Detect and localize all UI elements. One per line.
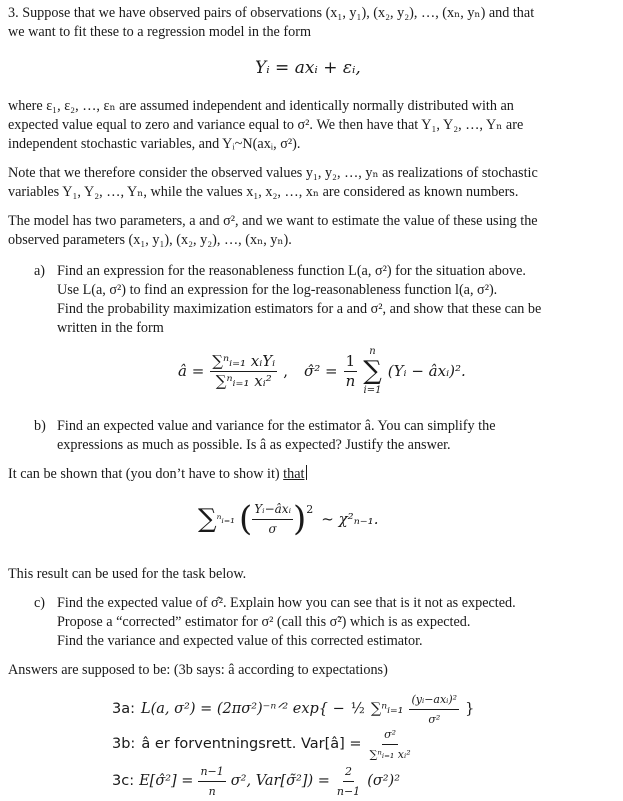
estimator-equations	[178, 345, 466, 397]
part-b-line-2: expressions as much as possible. Is â as expected? Justify the answer.	[57, 437, 451, 453]
a-hat-numerator: ∑ⁿᵢ₌₁ xᵢYᵢ	[212, 351, 276, 370]
sum-lower-limit: i=1	[363, 385, 382, 396]
answer-3a-head: L(a, σ²) = (2πσ²)⁻ⁿᐟ² exp{ −	[141, 701, 345, 717]
answer-3a-fraction-numerator: (yᵢ−axᵢ)²	[409, 690, 459, 710]
answer-3c-fraction-1-denominator: n	[208, 785, 216, 798]
answer-3c-fraction-2-numerator: 2	[343, 762, 354, 782]
problem-intro-line-2: we want to fit these to a regression model in the form	[8, 24, 311, 40]
sum-upper-limit: n	[369, 346, 376, 357]
part-a-label: a)	[34, 263, 46, 279]
answer-3a	[112, 690, 474, 729]
where-line-1: where ε₁, ε₂, …, εₙ are assumed independent and identically normally distributed with an	[8, 98, 514, 114]
estimator-equation-text	[0, 0, 1, 1]
where-line-2: expected value equal to zero and variance equal to σ². We then have that Y₁, Y₂, …, Yₙ are	[8, 117, 524, 133]
sigma-sum	[363, 345, 382, 397]
answer-3b-text: â er forventningsrett. Var[â] =	[141, 736, 362, 752]
model-equation: Yᵢ = axᵢ + εᵢ,	[255, 58, 361, 78]
part-b-label: b)	[34, 418, 46, 434]
part-c-line-1: Find the expected value of σ̂². Explain how you can see that is it not as expected.	[57, 595, 516, 611]
equation-comma: ,	[283, 361, 288, 380]
answer-3a-fraction	[409, 690, 459, 729]
chi-square-formula	[198, 500, 378, 539]
part-a-line-1: Find an expression for the reasonableness function L(a, σ²) for the situation above.	[57, 263, 526, 279]
answer-3b-label: 3b:	[112, 736, 136, 752]
shown-prefix: It can be shown that (you don’t have to show it)	[8, 466, 284, 482]
answer-3b	[112, 725, 413, 764]
answer-3b-fraction-numerator: σ²	[382, 725, 398, 745]
answer-3c	[112, 762, 400, 801]
one-over-n-denominator: n	[345, 371, 356, 390]
answer-3c-mid: σ², Var[σ̃²]) =	[230, 773, 330, 789]
part-c-line-2: Propose a “corrected” estimator for σ² (call this σ̃²) which is as expected.	[57, 614, 471, 630]
a-hat-fraction	[210, 352, 277, 391]
one-over-n-fraction	[344, 352, 358, 391]
note-line-2: variables Y₁, Y₂, …, Yₙ, while the values x₁, x₂, …, xₙ are considered as known numbers.	[8, 184, 519, 200]
answer-3c-tail: (σ²)²	[367, 773, 401, 789]
answer-3c-expression-text	[0, 0, 1, 1]
part-a-line-3: Find the probability maximization estimators for a and σ², and show that these can be	[57, 301, 542, 317]
sigma-hat-rhs: (Yᵢ − âxᵢ)².	[387, 361, 466, 380]
answer-3b-fraction	[368, 725, 413, 764]
answer-3a-sum: ∑ⁿᵢ₌₁	[370, 701, 404, 717]
note-line-1: Note that we therefore consider the observed values y₁, y₂, …, yₙ as realizations of stochastic	[8, 165, 538, 181]
answer-3a-half: ½	[350, 701, 365, 717]
problem-intro-line-1: 3. Suppose that we have observed pairs of observations (x₁, y₁), (x₂, y₂), …, (xₙ, yₙ) and that	[8, 5, 535, 21]
chi-power: 2	[306, 503, 314, 516]
a-hat-denominator: ∑ⁿᵢ₌₁ xᵢ²	[215, 371, 272, 390]
answer-3a-label: 3a:	[112, 701, 135, 717]
answer-3a-fraction-denominator: σ²	[428, 713, 441, 726]
sum-symbol: ∑	[363, 356, 382, 386]
part-a-line-4: written in the form	[57, 320, 164, 336]
answer-3c-fraction-1-numerator: n−1	[198, 762, 225, 782]
answer-3c-fraction-2-denominator: n−1	[336, 785, 361, 798]
answer-3c-fraction-1	[198, 762, 225, 801]
chi-fraction	[252, 500, 293, 539]
chi-fraction-denominator: σ	[268, 522, 277, 536]
answer-3a-expression-text	[0, 0, 1, 1]
params-line-1: The model has two parameters, a and σ², and we want to estimate the value of these using the	[8, 213, 538, 229]
sigma-hat-lhs: σ̂² =	[303, 361, 338, 380]
chi-sum-symbol: ∑	[198, 504, 217, 534]
shown-line	[8, 465, 616, 484]
a-hat-lhs: â =	[178, 361, 205, 380]
text-cursor	[306, 465, 307, 480]
params-line-2: observed parameters (x₁, y₁), (x₂, y₂), …, (xₙ, yₙ).	[8, 232, 292, 248]
chi-square-formula-text	[0, 0, 1, 1]
part-b-line-1: Find an expected value and variance for the estimator â. You can simplify the	[57, 418, 496, 434]
answers-heading: Answers are supposed to be: (3b says: â according to expectations)	[8, 662, 388, 678]
answer-3c-fraction-2	[335, 762, 362, 801]
right-paren-icon: )	[292, 499, 307, 539]
answer-3c-head: E[σ̂²] =	[139, 773, 194, 789]
answer-3c-label: 3c:	[112, 773, 135, 789]
chi-rhs: ~ χ²ₙ₋₁.	[321, 510, 379, 528]
chi-fraction-numerator: Yᵢ−âxᵢ	[252, 500, 293, 520]
chi-sum-limits: ⁿᵢ₌₁	[216, 512, 235, 526]
where-line-3: independent stochastic variables, and Yᵢ~N(axᵢ, σ²).	[8, 136, 301, 152]
shown-underlined-word: that	[283, 466, 305, 482]
part-c-line-3: Find the variance and expected value of this corrected estimator.	[57, 633, 423, 649]
part-a-line-2: Use L(a, σ²) to find an expression for the log-reasonableness function l(a, σ²).	[57, 282, 498, 298]
answer-3b-fraction-denominator: ∑ⁿᵢ₌₁ xᵢ²	[369, 748, 411, 761]
answer-3a-close: }	[465, 701, 475, 717]
one-over-n-numerator: 1	[345, 351, 356, 370]
part-c-label: c)	[34, 595, 46, 611]
result-note: This result can be used for the task below.	[8, 566, 247, 582]
left-paren-icon: (	[238, 499, 253, 539]
